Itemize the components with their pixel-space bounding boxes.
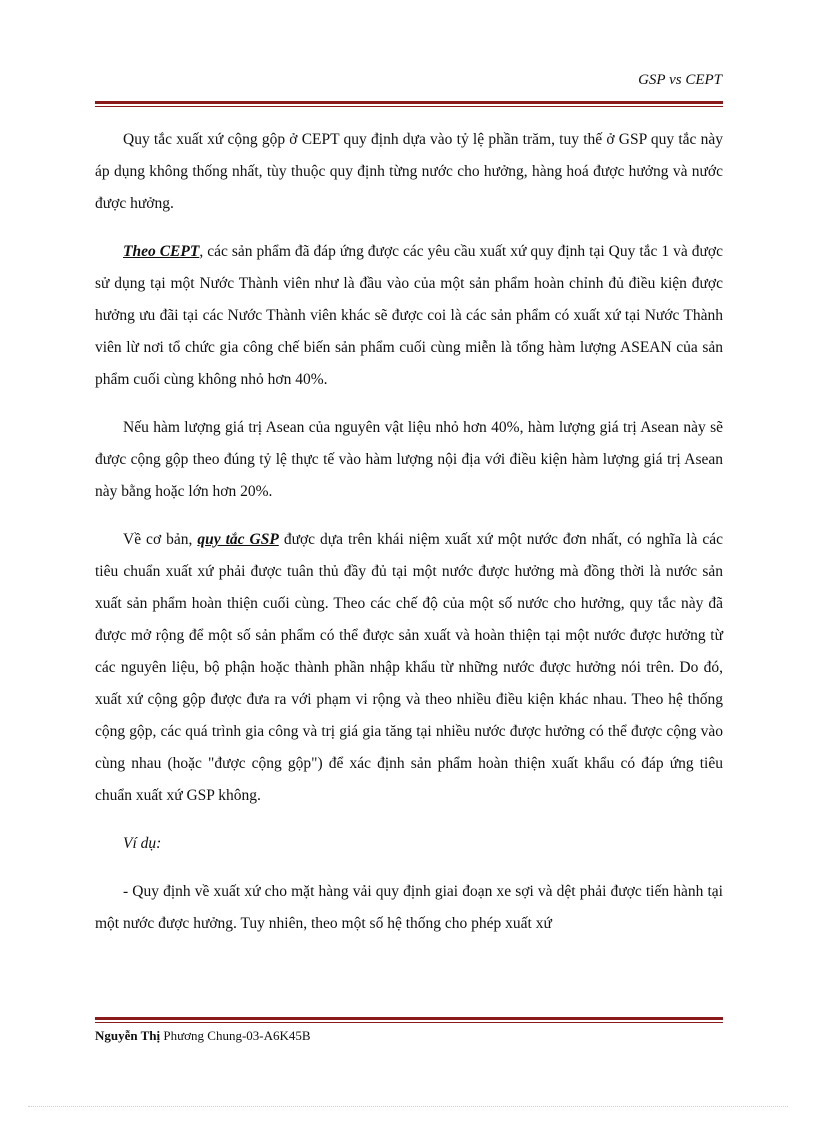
paragraph-1: Quy tắc xuất xứ cộng gộp ở CEPT quy định dựa vào tỷ lệ phần trăm, tuy thế ở GSP quy tắc này áp dụng không thống nhất, tùy thuộc quy định từng nước cho hưởng, hàng hoá được hưởng và nước được hưởng. (95, 131, 723, 212)
paragraph-4-prefix: Về cơ bản, (123, 531, 198, 548)
paragraph-2-lead: Theo CEPT (123, 243, 200, 260)
paragraph-2-text: , các sản phẩm đã đáp ứng được các yêu cầu xuất xứ quy định tại Quy tắc 1 và được sử dụng tại một Nước Thành viên như là đầu vào của một sản phẩm hoàn chỉnh đủ điều kiện được hưởng ưu đãi tại các Nước Thành viên khác sẽ được coi là các sản phẩm có xuất xứ tại Nước Thành viên lừ nơi tổ chức gia công chế biến sản phẩm cuối cùng miễn là tổng hàm lượng ASEAN của sản phẩm cuối cùng không nhỏ hơn 40%. (95, 243, 723, 388)
example-label (95, 828, 723, 860)
paragraph-5: - Quy định về xuất xứ cho mặt hàng vải quy định giai đoạn xe sợi và dệt phải được tiến hành tại một nước được hưởng. Tuy nhiên, theo một số hệ thống cho phép xuất xứ (95, 883, 723, 932)
paragraph-4-lead: quy tắc GSP (197, 531, 279, 548)
document-body (95, 124, 723, 956)
footer-author-bold: Nguyễn Thị (95, 1028, 161, 1043)
page-bottom-divider (28, 1106, 788, 1107)
footer-rule (95, 1017, 723, 1023)
paragraph-4 (95, 524, 723, 812)
paragraph-3: Nếu hàm lượng giá trị Asean của nguyên vật liệu nhỏ hơn 40%, hàm lượng giá trị Asean này sẽ được cộng gộp theo đúng tỷ lệ thực tế vào hàm lượng nội địa với điều kiện hàm lượng giá trị Asean này bằng hoặc lớn hơn 20%. (95, 419, 723, 500)
header-rule-thick (95, 101, 723, 104)
paragraph-4-text: được dựa trên khái niệm xuất xứ một nước đơn nhất, có nghĩa là các tiêu chuẩn xuất xứ phải được tuân thủ đầy đủ tại một nước được hưởng mà đồng thời là nước sản xuất sản phẩm hoàn thiện cuối cùng. Theo các chế độ của một số nước cho hưởng, quy tắc này đã được mở rộng để một số sản phẩm có thể được sản xuất và hoàn thiện tại một nước được hưởng từ các nguyên liệu, bộ phận hoặc thành phần nhập khẩu từ những nước được hưởng nói trên. Do đó, xuất xứ cộng gộp được đưa ra với phạm vi rộng và theo nhiều điều kiện khác nhau. Theo hệ thống cộng gộp, các quá trình gia công và trị giá gia tăng tại nhiều nước được hưởng có thể được cộng vào cùng nhau (hoặc "được cộng gộp") để xác định sản phẩm hoàn thiện xuất khẩu có đáp ứng tiêu chuẩn xuất xứ GSP không. (95, 531, 724, 804)
footer-author-rest: Phương Chung-03-A6K45B (160, 1028, 311, 1043)
example-label-text: Ví dụ: (123, 835, 162, 852)
footer-rule-thin (95, 1022, 723, 1023)
footer-author (95, 1028, 311, 1044)
header-rule-thin (95, 106, 723, 107)
header-rule (95, 101, 723, 107)
footer-rule-thick (95, 1017, 723, 1020)
header-title: GSP vs CEPT (638, 72, 722, 88)
paragraph-2 (95, 236, 723, 396)
